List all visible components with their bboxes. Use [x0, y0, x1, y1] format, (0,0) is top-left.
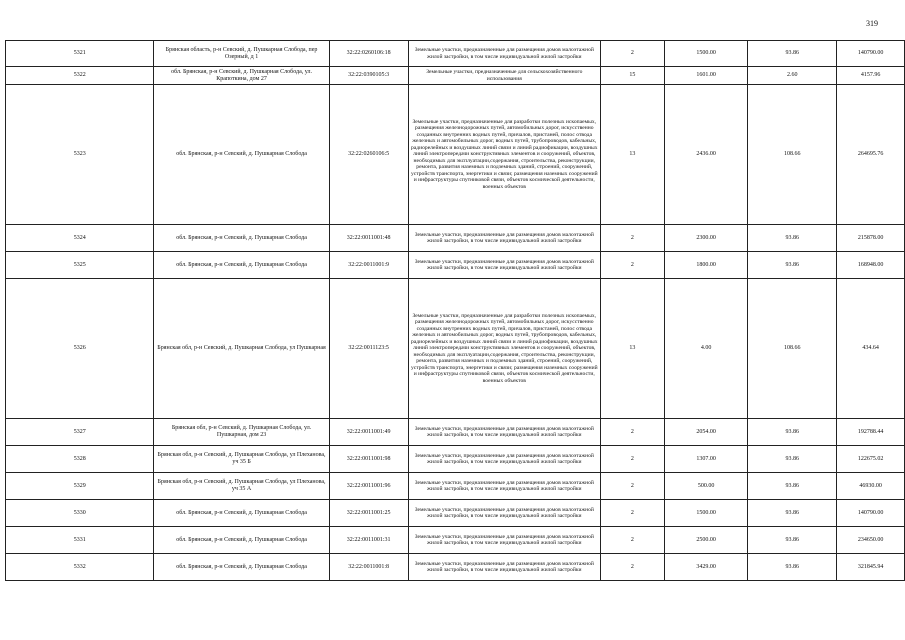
- table-row: [6, 500, 905, 527]
- cadastral-number-cell: 32:22:0011123:5: [329, 279, 408, 419]
- cadastral-value-cell: 192788.44: [837, 419, 905, 446]
- cadastral-value-cell: 4157.96: [837, 67, 905, 85]
- area-cell: 1500.00: [664, 41, 748, 67]
- category-code-cell: 2: [600, 225, 664, 252]
- category-code-cell: 13: [600, 279, 664, 419]
- land-use-cell: Земельные участки, предназначенные для размещения домов малоэтажной жилой застройки, в том числе индивидуальной жилой застройки: [408, 252, 600, 279]
- address-cell: Брянская обл, р-н Севский, д. Пушкарная Слобода, ул Плеханова, уч 35 А: [154, 473, 329, 500]
- category-code-cell: 2: [600, 473, 664, 500]
- row-number-cell: 5323: [6, 85, 154, 225]
- category-code-cell: 2: [600, 252, 664, 279]
- table-row: [6, 279, 905, 419]
- table-row: [6, 225, 905, 252]
- row-number-cell: 5327: [6, 419, 154, 446]
- row-number-cell: 5325: [6, 252, 154, 279]
- address-cell: обл. Брянская, р-н Севский, д. Пушкарная Слобода: [154, 554, 329, 581]
- land-use-cell: Земельные участки, предназначенные для размещения домов малоэтажной жилой застройки, в том числе индивидуальной жилой застройки: [408, 500, 600, 527]
- specific-value-cell: 108.66: [748, 279, 837, 419]
- area-cell: 1307.00: [664, 446, 748, 473]
- cadastral-number-cell: 32:22:0011001:48: [329, 225, 408, 252]
- cadastral-value-cell: 434.64: [837, 279, 905, 419]
- specific-value-cell: 2.60: [748, 67, 837, 85]
- table-row: [6, 41, 905, 67]
- area-cell: 2500.00: [664, 527, 748, 554]
- specific-value-cell: 93.86: [748, 473, 837, 500]
- row-number-cell: 5332: [6, 554, 154, 581]
- cadastral-number-cell: 32:22:0390105:3: [329, 67, 408, 85]
- cadastral-number-cell: 32:22:0011001:96: [329, 473, 408, 500]
- land-use-cell: Земельные участки, предназначенные для размещения домов малоэтажной жилой застройки, в том числе индивидуальной жилой застройки: [408, 527, 600, 554]
- cadastral-number-cell: 32:22:0011001:31: [329, 527, 408, 554]
- table-row: [6, 473, 905, 500]
- area-cell: 3429.00: [664, 554, 748, 581]
- area-cell: 1601.00: [664, 67, 748, 85]
- row-number-cell: 5330: [6, 500, 154, 527]
- specific-value-cell: 108.66: [748, 85, 837, 225]
- address-cell: Брянская обл, р-н Севский, д. Пушкарная Слобода, ул Плеханова, уч 35 Б: [154, 446, 329, 473]
- cadastral-number-cell: 32:22:0011001:98: [329, 446, 408, 473]
- specific-value-cell: 93.86: [748, 500, 837, 527]
- land-use-cell: Земельные участки, предназначенные для размещения домов малоэтажной жилой застройки, в том числе индивидуальной жилой застройки: [408, 419, 600, 446]
- cadastral-number-cell: 32:22:0011001:25: [329, 500, 408, 527]
- row-number-cell: 5324: [6, 225, 154, 252]
- cadastral-number-cell: 32:22:0260106:18: [329, 41, 408, 67]
- row-number-cell: 5321: [6, 41, 154, 67]
- row-number-cell: 5331: [6, 527, 154, 554]
- category-code-cell: 2: [600, 419, 664, 446]
- category-code-cell: 2: [600, 554, 664, 581]
- area-cell: 4.00: [664, 279, 748, 419]
- address-cell: Брянская обл, р-н Севский, д. Пушкарная Слобода, ул. Пушкарная, дом 23: [154, 419, 329, 446]
- specific-value-cell: 93.86: [748, 225, 837, 252]
- row-number-cell: 5329: [6, 473, 154, 500]
- category-code-cell: 2: [600, 41, 664, 67]
- table-row: [6, 85, 905, 225]
- cadastral-value-cell: 140790.00: [837, 500, 905, 527]
- land-use-cell: Земельные участки, предназначенные для размещения домов малоэтажной жилой застройки, в том числе индивидуальной жилой застройки: [408, 446, 600, 473]
- land-registry-table: [5, 40, 905, 581]
- specific-value-cell: 93.86: [748, 446, 837, 473]
- specific-value-cell: 93.86: [748, 527, 837, 554]
- area-cell: 2436.00: [664, 85, 748, 225]
- specific-value-cell: 93.86: [748, 419, 837, 446]
- category-code-cell: 2: [600, 500, 664, 527]
- cadastral-number-cell: 32:22:0011001:49: [329, 419, 408, 446]
- land-use-cell: Земельные участки, предназначенные для разработки полезных ископаемых, размещения железнодорожных путей, автомобильных дорог, искусственно созданных внутренних водных путей, причалов, пристаней, полос отвода железных и автомобильных дорог, водных путей, трубопроводов, кабельных, радиорелейных и воздушных линий связи и линий радиофикации, воздушных линий электропередачи конструктивных элементов и сооружений, объектов, необходимых для эксплуатации,содержания, строительства, реконструкции, ремонта, развития наземных и подземных зданий, строений, сооружений, устройств транспорта, энергетики и связи; размещения наземных сооружений и инфраструктуры спутниковой связи, объектов космической деятельности, военных объектов: [408, 279, 600, 419]
- area-cell: 2054.00: [664, 419, 748, 446]
- cadastral-value-cell: 140790.00: [837, 41, 905, 67]
- cadastral-value-cell: 321845.94: [837, 554, 905, 581]
- address-cell: Брянская область, р-н Севский, д. Пушкарная Слобода, пер Озерный, д 1: [154, 41, 329, 67]
- land-use-cell: Земельные участки, предназначенные для размещения домов малоэтажной жилой застройки, в том числе индивидуальной жилой застройки: [408, 473, 600, 500]
- area-cell: 2300.00: [664, 225, 748, 252]
- cadastral-number-cell: 32:22:0011001:8: [329, 554, 408, 581]
- address-cell: Брянская обл, р-н Севский, д. Пушкарная Слобода, ул Пушкарная: [154, 279, 329, 419]
- row-number-cell: 5326: [6, 279, 154, 419]
- category-code-cell: 2: [600, 527, 664, 554]
- table-row: [6, 554, 905, 581]
- cadastral-number-cell: 32:22:0011001:9: [329, 252, 408, 279]
- category-code-cell: 13: [600, 85, 664, 225]
- table-row: [6, 67, 905, 85]
- cadastral-number-cell: 32:22:0260106:5: [329, 85, 408, 225]
- address-cell: обл. Брянская, р-н Севский, д. Пушкарная Слобода: [154, 527, 329, 554]
- table-row: [6, 527, 905, 554]
- cadastral-value-cell: 215878.00: [837, 225, 905, 252]
- land-use-cell: Земельные участки, предназначенные для разработки полезных ископаемых, размещения железнодорожных путей, автомобильных дорог, искусственно созданных внутренних водных путей, причалов, пристаней, полос отвода железных и автомобильных дорог, водных путей, трубопроводов, кабельных, радиорелейных и воздушных линий связи и линий радиофикации, воздушных линий электропередачи конструктивных элементов и сооружений, объектов, необходимых для эксплуатации,содержания, строительства, реконструкции, ремонта, развития наземных и подземных зданий, строений, сооружений, устройств транспорта, энергетики и связи; размещения наземных сооружений и инфраструктуры спутниковой связи, объектов космической деятельности, военных объектов: [408, 85, 600, 225]
- category-code-cell: 15: [600, 67, 664, 85]
- land-use-cell: Земельные участки, предназначенные для размещения домов малоэтажной жилой застройки, в том числе индивидуальной жилой застройки: [408, 41, 600, 67]
- specific-value-cell: 93.86: [748, 41, 837, 67]
- land-use-cell: Земельные участки, предназначенные для сельскохозяйственного использования: [408, 67, 600, 85]
- cadastral-value-cell: 264695.76: [837, 85, 905, 225]
- cadastral-value-cell: 122675.02: [837, 446, 905, 473]
- address-cell: обл. Брянская, р-н Севский, д. Пушкарная Слобода: [154, 225, 329, 252]
- table-row: [6, 446, 905, 473]
- area-cell: 1500.00: [664, 500, 748, 527]
- land-use-cell: Земельные участки, предназначенные для размещения домов малоэтажной жилой застройки, в том числе индивидуальной жилой застройки: [408, 225, 600, 252]
- cadastral-value-cell: 234650.00: [837, 527, 905, 554]
- specific-value-cell: 93.86: [748, 252, 837, 279]
- land-use-cell: Земельные участки, предназначенные для размещения домов малоэтажной жилой застройки, в том числе индивидуальной жилой застройки: [408, 554, 600, 581]
- page-number: 319: [866, 19, 878, 28]
- table-row: [6, 252, 905, 279]
- address-cell: обл. Брянская, р-н Севский, д. Пушкарная Слобода: [154, 85, 329, 225]
- cadastral-value-cell: 168948.00: [837, 252, 905, 279]
- address-cell: обл. Брянская, р-н Севский, д. Пушкарная Слобода: [154, 500, 329, 527]
- row-number-cell: 5328: [6, 446, 154, 473]
- specific-value-cell: 93.86: [748, 554, 837, 581]
- area-cell: 1800.00: [664, 252, 748, 279]
- row-number-cell: 5322: [6, 67, 154, 85]
- table-row: [6, 419, 905, 446]
- category-code-cell: 2: [600, 446, 664, 473]
- address-cell: обл. Брянская, р-н Севский, д. Пушкарная Слобода, ул. Крапоткина, дом 27: [154, 67, 329, 85]
- cadastral-value-cell: 46930.00: [837, 473, 905, 500]
- area-cell: 500.00: [664, 473, 748, 500]
- address-cell: обл. Брянская, р-н Севский, д. Пушкарная Слобода: [154, 252, 329, 279]
